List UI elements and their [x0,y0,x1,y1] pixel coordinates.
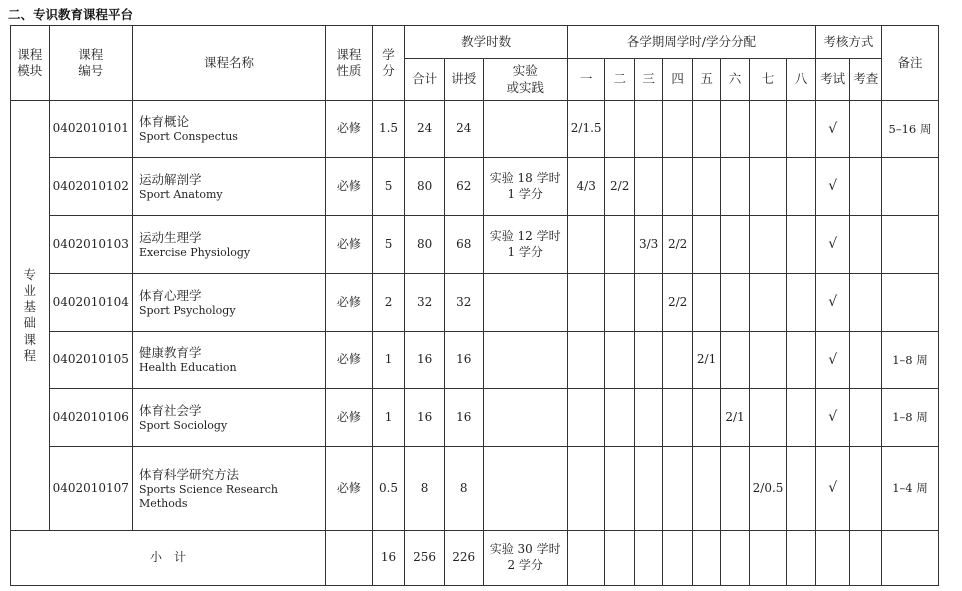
course-lecture-hours: 32 [444,274,483,332]
header-exam: 考试 [815,59,850,101]
course-lecture-hours: 16 [444,389,483,447]
table-row [11,216,939,274]
semester-cell-5 [692,274,720,332]
semester-cell-7 [749,389,787,447]
subtotal-credit: 16 [372,531,405,586]
course-code: 0402010103 [49,216,132,274]
semester-cell-8 [787,332,816,389]
semester-cell-3 [634,158,662,216]
course-name-cn: 运动生理学 [138,229,202,245]
semester-cell-3: 3/3 [634,216,662,274]
semester-cell-8 [787,158,816,216]
assessment-check [850,216,882,274]
table-row [11,389,939,447]
header-remark: 备注 [881,26,938,101]
semester-cell-8 [787,101,816,158]
course-code: 0402010102 [49,158,132,216]
course-code: 0402010106 [49,389,132,447]
course-practice [483,101,567,158]
semester-cell-5 [692,158,720,216]
course-nature: 必修 [326,158,373,216]
assessment-check [850,447,882,531]
course-remark [881,158,938,216]
table-row [11,274,939,332]
course-name-cn: 体育科学研究方法 [138,466,239,482]
course-code: 0402010107 [49,447,132,531]
semester-cell-8 [787,447,816,531]
exam-check: √ [815,158,850,216]
course-credit: 1 [372,389,405,447]
course-credit: 0.5 [372,447,405,531]
semester-cell-2 [605,389,634,447]
semester-cell-6 [721,447,749,531]
header-semester-8: 八 [787,59,816,101]
semester-cell-3 [634,332,662,389]
exam-check: √ [815,216,850,274]
subtotal-lecture-hours: 226 [444,531,483,586]
semester-cell-8 [787,389,816,447]
semester-cell-6: 2/1 [721,389,749,447]
course-body [11,101,939,586]
semester-cell-8 [787,216,816,274]
course-name-en: Health Education [138,361,237,375]
semester-cell-7 [749,158,787,216]
course-name-en: Sport Conspectus [138,130,238,144]
course-name-cn: 体育心理学 [138,287,202,303]
semester-cell-7 [749,216,787,274]
header-check: 考查 [850,59,882,101]
course-credit: 1 [372,332,405,389]
exam-check: √ [815,332,850,389]
subtotal-label: 小 计 [11,531,326,586]
header-name: 课程名称 [132,26,325,101]
subtotal-empty-cell [692,531,720,586]
table-row [11,158,939,216]
semester-cell-5 [692,447,720,531]
semester-cell-1: 4/3 [567,158,605,216]
module-name: 专业基础课程 [23,266,37,363]
semester-cell-5 [692,389,720,447]
course-lecture-hours: 8 [444,447,483,531]
course-name-cell [132,158,325,216]
assessment-check [850,389,882,447]
header-semester-6: 六 [721,59,749,101]
semester-cell-2 [605,216,634,274]
subtotal-empty-cell [605,531,634,586]
course-remark: 1–8 周 [881,389,938,447]
semester-cell-4 [663,332,692,389]
course-lecture-hours: 62 [444,158,483,216]
semester-cell-2 [605,332,634,389]
course-nature: 必修 [326,332,373,389]
semester-cell-1: 2/1.5 [567,101,605,158]
course-credit: 5 [372,158,405,216]
semester-cell-3 [634,389,662,447]
course-practice: 实验 18 学时 1 学分 [483,158,567,216]
course-credit: 2 [372,274,405,332]
course-total-hours: 80 [405,216,445,274]
semester-cell-7 [749,101,787,158]
semester-cell-1 [567,332,605,389]
course-name-cell [132,389,325,447]
semester-cell-4 [663,389,692,447]
course-total-hours: 8 [405,447,445,531]
course-name-cell [132,274,325,332]
course-name-cell [132,447,325,531]
course-lecture-hours: 24 [444,101,483,158]
header-code: 课程 编号 [49,26,132,101]
semester-cell-2 [605,274,634,332]
course-remark: 1–4 周 [881,447,938,531]
header-assessment-group: 考核方式 [815,26,881,59]
semester-cell-4: 2/2 [663,216,692,274]
course-remark [881,274,938,332]
semester-cell-8 [787,274,816,332]
header-semester-1: 一 [567,59,605,101]
subtotal-practice: 实验 30 学时 2 学分 [483,531,567,586]
header-credit: 学 分 [372,26,405,101]
course-credit: 1.5 [372,101,405,158]
assessment-check [850,274,882,332]
subtotal-row [11,531,939,586]
subtotal-empty-cell [787,531,816,586]
exam-check: √ [815,274,850,332]
subtotal-empty-cell [881,531,938,586]
header-row-1 [11,26,939,59]
header-semester-group: 各学期周学时/学分分配 [567,26,815,59]
course-name-en: Sport Psychology [138,303,236,317]
course-practice [483,332,567,389]
semester-cell-5 [692,101,720,158]
semester-cell-4 [663,447,692,531]
course-practice [483,274,567,332]
semester-cell-1 [567,389,605,447]
header-semester-3: 三 [634,59,662,101]
subtotal-empty-cell [850,531,882,586]
course-code: 0402010104 [49,274,132,332]
semester-cell-4: 2/2 [663,274,692,332]
semester-cell-6 [721,274,749,332]
course-remark [881,216,938,274]
course-nature: 必修 [326,216,373,274]
header-total: 合计 [405,59,445,101]
header-semester-4: 四 [663,59,692,101]
semester-cell-7: 2/0.5 [749,447,787,531]
semester-cell-6 [721,158,749,216]
course-name-cn: 体育概论 [138,114,189,129]
course-name-cn: 健康教育学 [138,345,202,360]
section-title: 二、专识教育课程平台 [8,7,134,22]
curriculum-table [10,25,939,586]
exam-check: √ [815,447,850,531]
semester-cell-2 [605,447,634,531]
header-practice: 实验 或实践 [483,59,567,101]
header-semester-7: 七 [749,59,787,101]
course-nature: 必修 [326,101,373,158]
table-row [11,447,939,531]
header-semester-2: 二 [605,59,634,101]
course-total-hours: 80 [405,158,445,216]
course-remark: 5–16 周 [881,101,938,158]
header-semester-5: 五 [692,59,720,101]
assessment-check [850,332,882,389]
assessment-check [850,158,882,216]
subtotal-empty-cell [721,531,749,586]
course-practice [483,389,567,447]
course-nature: 必修 [326,447,373,531]
course-code: 0402010101 [49,101,132,158]
course-name-cell [132,216,325,274]
course-name-cell [132,332,325,389]
course-name-cell [132,101,325,158]
course-remark: 1–8 周 [881,332,938,389]
course-name-en: Sport Anatomy [138,187,223,201]
course-name-en: Sports Science Research Methods [138,482,278,510]
semester-cell-5: 2/1 [692,332,720,389]
exam-check: √ [815,101,850,158]
semester-cell-6 [721,101,749,158]
semester-cell-3 [634,274,662,332]
table-row [11,101,939,158]
course-total-hours: 16 [405,332,445,389]
subtotal-empty-cell [663,531,692,586]
header-hours-group: 教学时数 [405,26,568,59]
semester-cell-2 [605,101,634,158]
course-lecture-hours: 68 [444,216,483,274]
course-practice: 实验 12 学时 1 学分 [483,216,567,274]
subtotal-empty-cell [815,531,850,586]
semester-cell-3 [634,447,662,531]
semester-cell-6 [721,216,749,274]
header-nature: 课程 性质 [326,26,373,101]
course-total-hours: 24 [405,101,445,158]
semester-cell-1 [567,447,605,531]
course-practice [483,447,567,531]
course-name-cn: 运动解剖学 [138,171,202,187]
course-total-hours: 16 [405,389,445,447]
course-code: 0402010105 [49,332,132,389]
semester-cell-5 [692,216,720,274]
semester-cell-1 [567,216,605,274]
header-module: 课程 模块 [11,26,50,101]
module-cell [11,101,50,531]
semester-cell-6 [721,332,749,389]
course-name-cn: 体育社会学 [138,402,202,418]
subtotal-empty-cell [634,531,662,586]
table-row [11,332,939,389]
subtotal-total-hours: 256 [405,531,445,586]
course-lecture-hours: 16 [444,332,483,389]
semester-cell-4 [663,101,692,158]
course-name-en: Exercise Physiology [138,245,251,259]
subtotal-empty-cell [749,531,787,586]
semester-cell-3 [634,101,662,158]
course-nature: 必修 [326,274,373,332]
semester-cell-4 [663,158,692,216]
course-credit: 5 [372,216,405,274]
subtotal-empty-cell [567,531,605,586]
header-lecture: 讲授 [444,59,483,101]
subtotal-nature [326,531,373,586]
assessment-check [850,101,882,158]
semester-cell-7 [749,274,787,332]
course-name-en: Sport Sociology [138,418,228,432]
exam-check: √ [815,389,850,447]
course-nature: 必修 [326,389,373,447]
course-total-hours: 32 [405,274,445,332]
semester-cell-1 [567,274,605,332]
semester-cell-2: 2/2 [605,158,634,216]
semester-cell-7 [749,332,787,389]
